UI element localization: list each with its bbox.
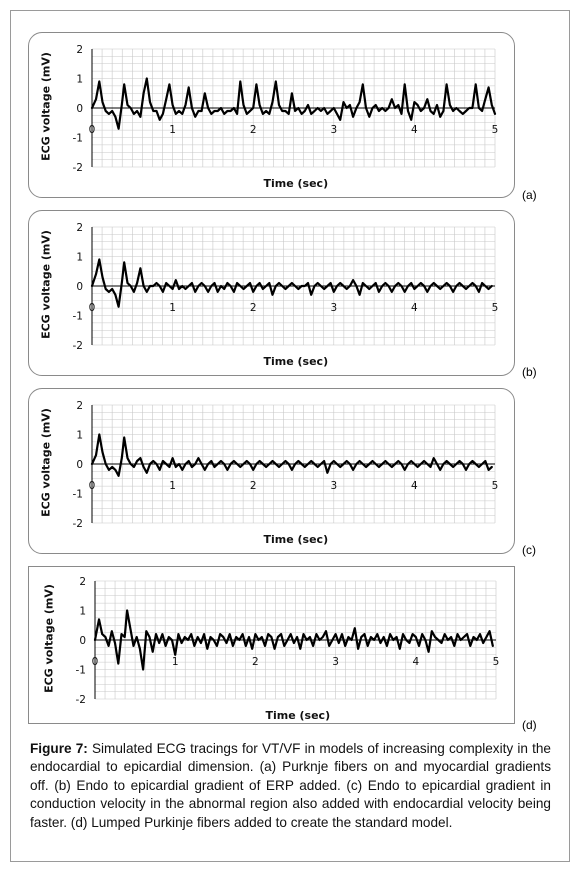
x-tick-label: 1 [171,656,179,668]
y-tick-label: 2 [76,44,83,56]
panel-a [28,32,515,198]
panel-b [28,210,515,376]
caption-text: Simulated ECG tracings for VT/VF in models of increasing complexity in the endocardial to epicardial dimension. (a) Purknje fibers on and myocardial gradients off. (b) Endo to epicardial gradient of ERP added. (c) Endo to epicardial gradient in conduction velocity in the abnormal region also added with endocardial velocity being faster. (d) Lumped Purkinje fibers added to create the standard model. [30,741,551,830]
x-tick-label: 4 [411,480,418,492]
x-tick-label: 3 [330,480,338,492]
x-tick-label: 5 [491,124,499,136]
y-tick-label: 1 [76,251,83,264]
x-tick-label: 3 [332,656,339,668]
y-tick-label: 2 [76,400,83,412]
x-tick-label: 2 [249,302,257,314]
x-tick-label: 3 [330,302,338,314]
panel-label-c: (c) [522,543,536,557]
panel-label-b: (b) [522,365,537,379]
panel-label-d: (d) [522,718,537,732]
x-tick-label: 5 [491,302,499,314]
y-tick-label: 0 [76,281,83,293]
y-tick-label: 0 [79,635,86,647]
figure-caption [30,740,551,832]
y-tick-label: -1 [72,132,83,145]
panel-d [28,566,515,724]
y-axis-label-b: ECG voltage (mV) [39,230,53,339]
y-tick-label: 1 [76,73,83,86]
ecg-chart-b [29,211,516,377]
panel-c [28,388,515,554]
y-axis-label-a: ECG voltage (mV) [39,52,53,161]
x-tick-label: 0 [88,480,96,492]
x-tick-label: 4 [411,302,418,314]
x-axis-label-c: Time (sec) [263,533,329,546]
x-tick-label: 4 [411,124,418,136]
caption-lead: Figure 7: [30,741,88,756]
x-tick-label: 0 [88,302,96,314]
x-tick-label: 4 [412,656,420,668]
y-tick-label: 2 [76,222,83,234]
x-tick-label: 5 [491,480,499,492]
y-tick-label: -1 [72,488,83,501]
ecg-trace-c [92,435,492,476]
x-tick-label: 0 [91,656,99,668]
x-tick-label: 1 [169,480,176,492]
y-axis-label-d: ECG voltage (mV) [42,584,56,693]
x-tick-label: 5 [492,656,500,668]
y-tick-label: -2 [72,162,83,174]
y-tick-label: -1 [72,310,83,323]
y-tick-label: 0 [76,103,83,115]
panel-label-a: (a) [522,188,537,202]
x-tick-label: 1 [169,124,176,136]
y-tick-label: 1 [79,605,86,618]
x-tick-label: 2 [252,656,259,668]
ecg-trace-b [92,260,492,307]
x-tick-label: 1 [169,302,176,314]
x-tick-label: 2 [249,480,257,492]
ecg-chart-a [29,33,516,199]
y-tick-label: -1 [75,664,86,677]
y-tick-label: -2 [72,340,83,352]
x-axis-label-a: Time (sec) [263,177,329,190]
y-tick-label: -2 [72,518,83,530]
x-axis-label-b: Time (sec) [263,355,329,368]
y-tick-label: -2 [75,694,86,706]
y-tick-label: 1 [76,429,83,442]
y-tick-label: 0 [76,459,83,471]
ecg-chart-c [29,389,516,555]
x-tick-label: 0 [88,124,96,136]
y-axis-label-c: ECG voltage (mV) [39,408,53,517]
x-tick-label: 2 [249,124,257,136]
x-tick-label: 3 [330,124,338,136]
y-tick-label: 2 [79,576,86,588]
x-axis-label-d: Time (sec) [265,709,331,722]
